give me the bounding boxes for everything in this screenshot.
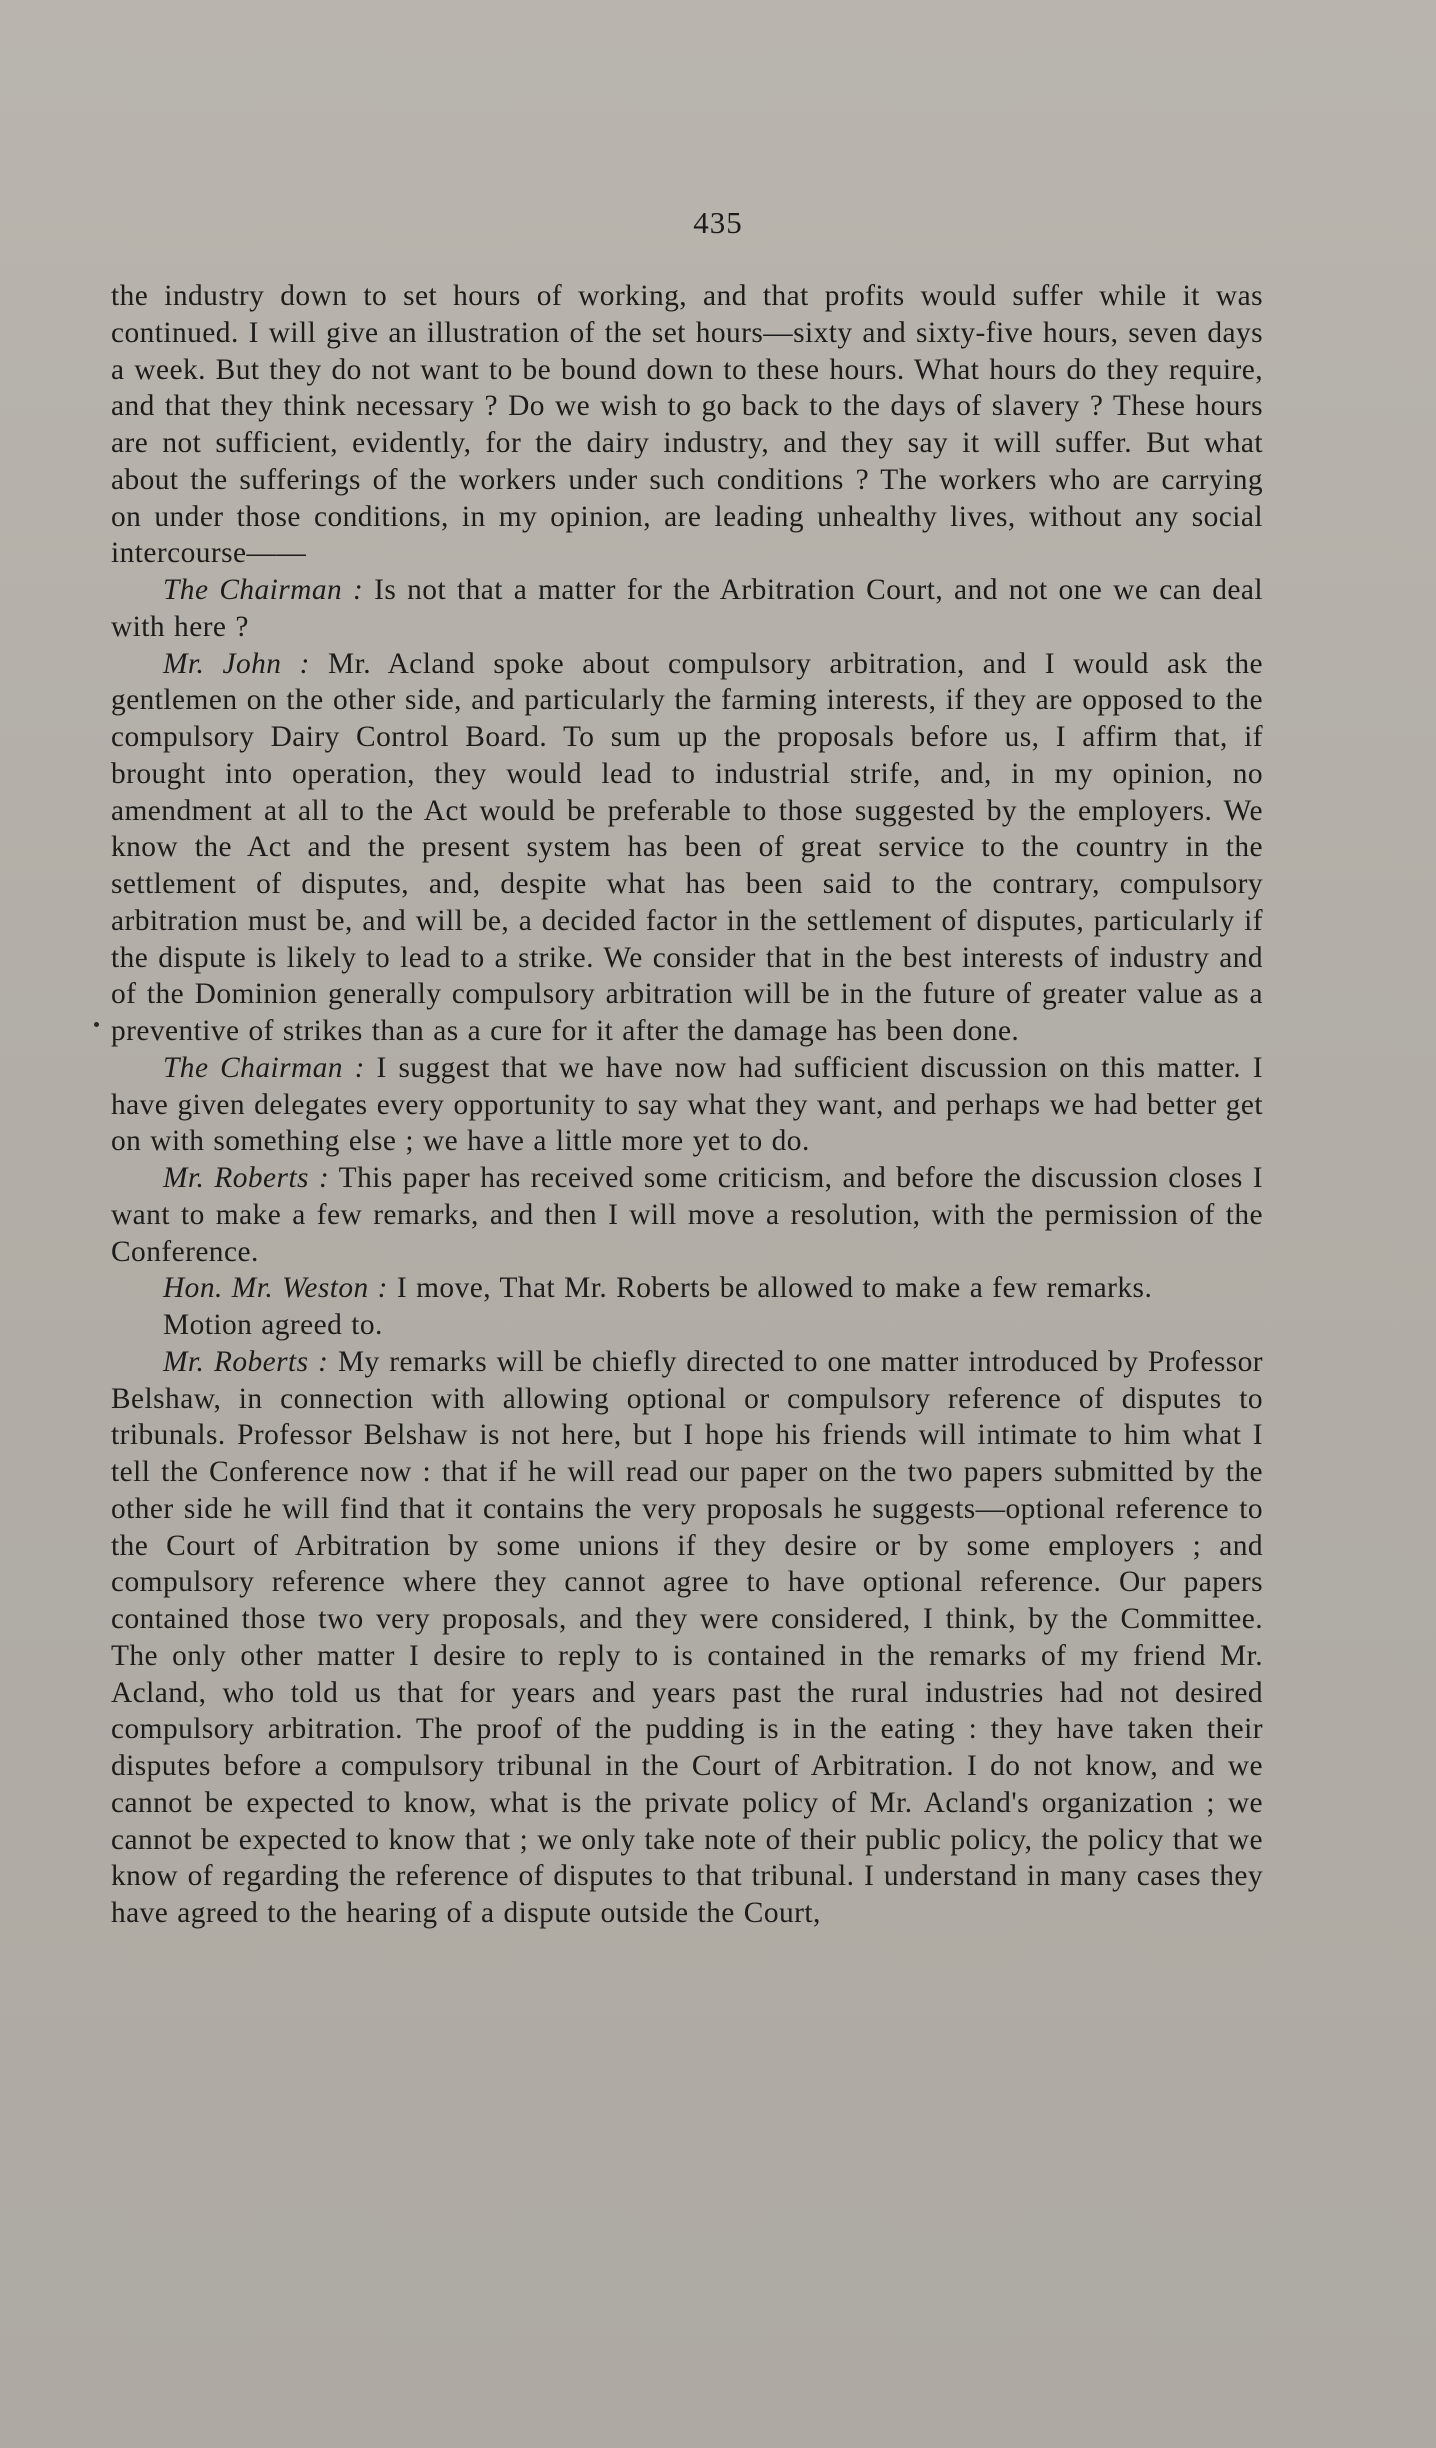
paragraph-text: My remarks will be chiefly directed to one matter introduced by Professor Belshaw, in connection with allowing optional or compulsory reference of disputes to tribunals. Professor Belshaw is not here, but I hope his friends will intimate to him what I tell the Conference now : that if he will read our paper on the two papers submitted by the other side he will find that it contains the very proposals he suggests—optional reference to the Court of Arbitration by some unions if they desire or by some employers ; and compulsory reference where they cannot agree to have optional reference. Our papers contained those two very proposals, and they were considered, I think, by the Committee. The only other matter I desire to reply to is contained in the remarks of my friend Mr. Acland, who told us that for years and years past the rural industries had not desired compulsory arbitration. The proof of the pudding is in the eating : they have taken their disputes before a compulsory tribunal in the Court of Arbitration. I do not know, and we cannot be expected to know, what is the private policy of Mr. Acland's organization ; we cannot be expected to know that ; we only take note of their public policy, the policy that we know of regarding the reference of disputes to that tribunal. I understand in many cases they have agreed to the hearing of a dispute outside the Court, — [111, 1345, 1263, 1929]
paragraph-6 — [111, 1270, 1263, 1307]
paragraph-text: Mr. Acland spoke about compulsory arbitration, and I would ask the gentlemen on the other side, and particularly the farming interests, if they are opposed to the compulsory Dairy Control Board. To sum up the proposals before us, I affirm that, if brought into operation, they would lead to industrial strife, and, in my opinion, no amendment at all to the Act would be preferable to those suggested by the employers. We know the Act and the present system has been of great service to the country in the settlement of disputes, and, despite what has been said to the contrary, compulsory arbitration must be, and will be, a decided factor in the settlement of disputes, particularly if the dispute is likely to lead to a strike. We consider that in the best interests of industry and of the Dominion generally compulsory arbitration will be in the future of greater value as a preventive of strikes than as a cure for it after the damage has been done. — [111, 647, 1263, 1047]
page-number: 435 — [693, 205, 743, 240]
paragraph-text: Is not that a matter for the Arbitration Court, and not one we can deal with here ? — [111, 574, 1264, 643]
speaker-label: The Chairman : — [163, 1051, 365, 1084]
speaker-label: Mr. Roberts : — [163, 1345, 329, 1378]
paragraph-5 — [111, 1160, 1263, 1270]
speaker-label: Mr. John : — [163, 647, 310, 680]
paragraph-text: Motion agreed to. — [163, 1309, 383, 1341]
paragraph-text: the industry down to set hours of working, and that profits would suffer while it was continued. I will give an illustration of the set hours—sixty and sixty-five hours, seven days a week. But they do not want to be bound down to these hours. What hours do they require, and that they think necessary ? Do we wish to go back to the days of slavery ? These hours are not sufficient, evidently, for the dairy industry, and they say it will suffer. But what about the sufferings of the workers under such conditions ? The workers who are carrying on under those conditions, in my opinion, are leading unhealthy lives, without any social intercourse—— — [111, 280, 1263, 570]
paragraph-text: I move, That Mr. Roberts be allowed to make a few remarks. — [396, 1272, 1153, 1305]
paragraph-4 — [111, 1050, 1263, 1160]
paragraph-7 — [111, 1307, 1263, 1344]
margin-mark — [94, 1022, 99, 1027]
body-text — [111, 278, 1263, 1932]
paragraph-1 — [111, 278, 1263, 572]
paragraph-3 — [111, 646, 1263, 1050]
paragraph-text: This paper has received some criticism, and before the discussion closes I want to make a few remarks, and then I will move a resolution, with the permission of the Conference. — [111, 1162, 1263, 1268]
paragraph-8 — [111, 1344, 1263, 1932]
paragraph-2 — [111, 572, 1263, 646]
paragraph-text: I suggest that we have now had sufficient discussion on this matter. I have given delegates every opportunity to say what they want, and perhaps we had better get on with something else ; we have a little more yet to do. — [111, 1051, 1264, 1158]
speaker-label: Mr. Roberts : — [163, 1162, 330, 1194]
speaker-label: Hon. Mr. Weston : — [163, 1272, 388, 1305]
speaker-label: The Chairman : — [163, 574, 364, 606]
